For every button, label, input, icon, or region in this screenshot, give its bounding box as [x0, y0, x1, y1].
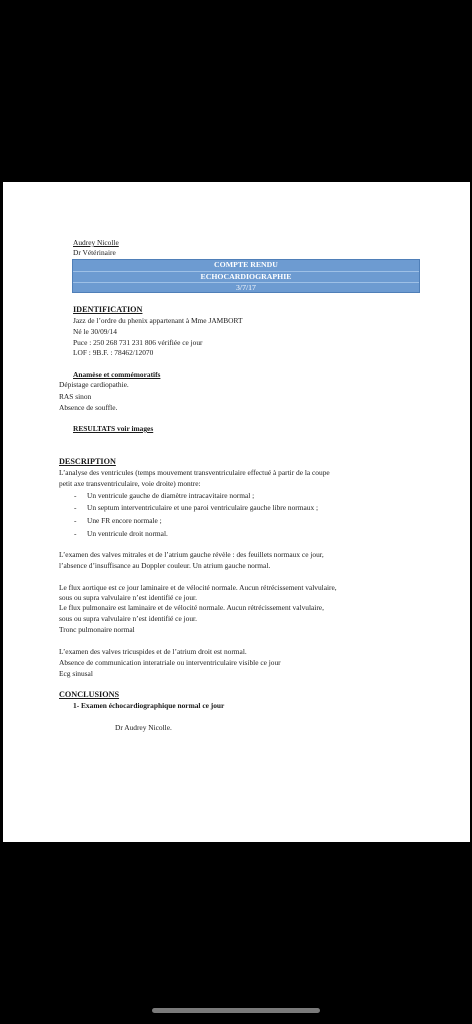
flux-line: sous ou supra valvulaire n’est identifié ce jour. — [59, 614, 197, 623]
identification-line: Jazz de l’ordre du phenix appartenant à Mme JAMBORT — [73, 316, 243, 325]
anamnese-line: RAS sinon — [59, 392, 92, 401]
valves-mitrales-line: L’examen des valves mitrales et de l’atrium gauche révèle : des feuillets normaux ce jour, — [59, 550, 324, 559]
home-indicator[interactable] — [152, 1008, 320, 1013]
signature: Dr Audrey Nicolle. — [115, 723, 172, 732]
bullet-dash: - — [74, 529, 77, 538]
identification-heading: IDENTIFICATION — [73, 305, 143, 314]
conclusions-heading: CONCLUSIONS — [59, 690, 120, 699]
description-bullet: Une FR encore normale ; — [87, 516, 162, 525]
description-intro: petit axe transventriculaire, voie droite) montre: — [59, 479, 201, 488]
bullet-dash: - — [74, 516, 77, 525]
report-title-banner — [72, 259, 420, 293]
document-page — [3, 182, 470, 842]
anamnese-line: Dépistage cardiopathie. — [59, 380, 129, 389]
author-title: Dr Vétérinaire — [73, 248, 116, 257]
description-heading: DESCRIPTION — [59, 457, 116, 466]
description-bullet: Un septum interventriculaire et une paroi ventriculaire gauche libre normaux ; — [87, 503, 319, 512]
author-name: Audrey Nicolle — [73, 238, 119, 247]
flux-line: sous ou supra valvulaire n’est identifié ce jour. — [59, 593, 197, 602]
description-intro: L’analyse des ventricules (temps mouvement transventriculaire effectué à partir de la coupe — [59, 468, 330, 477]
banner-date: 3/7/17 — [73, 282, 419, 294]
bullet-dash: - — [74, 503, 77, 512]
anamnese-heading: Anamèse et commémoratifs — [73, 370, 161, 379]
description-bullet: Un ventricule droit normal. — [87, 529, 168, 538]
flux-line: Le flux pulmonaire est laminaire et de vélocité normale. Aucun rétrécissement valvulaire, — [59, 603, 324, 612]
valves-mitrales-line: l’absence d’insuffisance au Doppler couleur. Un atrium gauche normal. — [59, 561, 271, 570]
description-bullet: Un ventricule gauche de diamètre intracavitaire normal ; — [87, 491, 255, 500]
tricuspides-line: L’examen des valves tricuspides et de l’atrium droit est normal. — [59, 647, 247, 656]
tricuspides-line: Ecg sinusal — [59, 669, 93, 678]
identification-line: LOF : 9B.F. : 78462/12070 — [73, 348, 154, 357]
banner-title: COMPTE RENDU — [214, 260, 278, 269]
tricuspides-line: Absence de communication interatriale ou interventriculaire visible ce jour — [59, 658, 281, 667]
flux-line: Tronc pulmonaire normal — [59, 625, 135, 634]
banner-subtitle: ECHOCARDIOGRAPHIE — [73, 271, 419, 283]
identification-line: Né le 30/09/14 — [73, 327, 117, 336]
conclusion-item: 1- Examen échocardiographique normal ce jour — [73, 701, 225, 710]
report-document — [3, 182, 470, 842]
resultats-heading: RESULTATS voir images — [73, 424, 154, 433]
anamnese-line: Absence de souffle. — [59, 403, 118, 412]
bullet-dash: - — [74, 491, 77, 500]
flux-line: Le flux aortique est ce jour laminaire et de vélocité normale. Aucun rétrécissement valvulaire, — [59, 583, 337, 592]
identification-line: Puce : 250 268 731 231 806 vérifiée ce jour — [73, 338, 203, 347]
